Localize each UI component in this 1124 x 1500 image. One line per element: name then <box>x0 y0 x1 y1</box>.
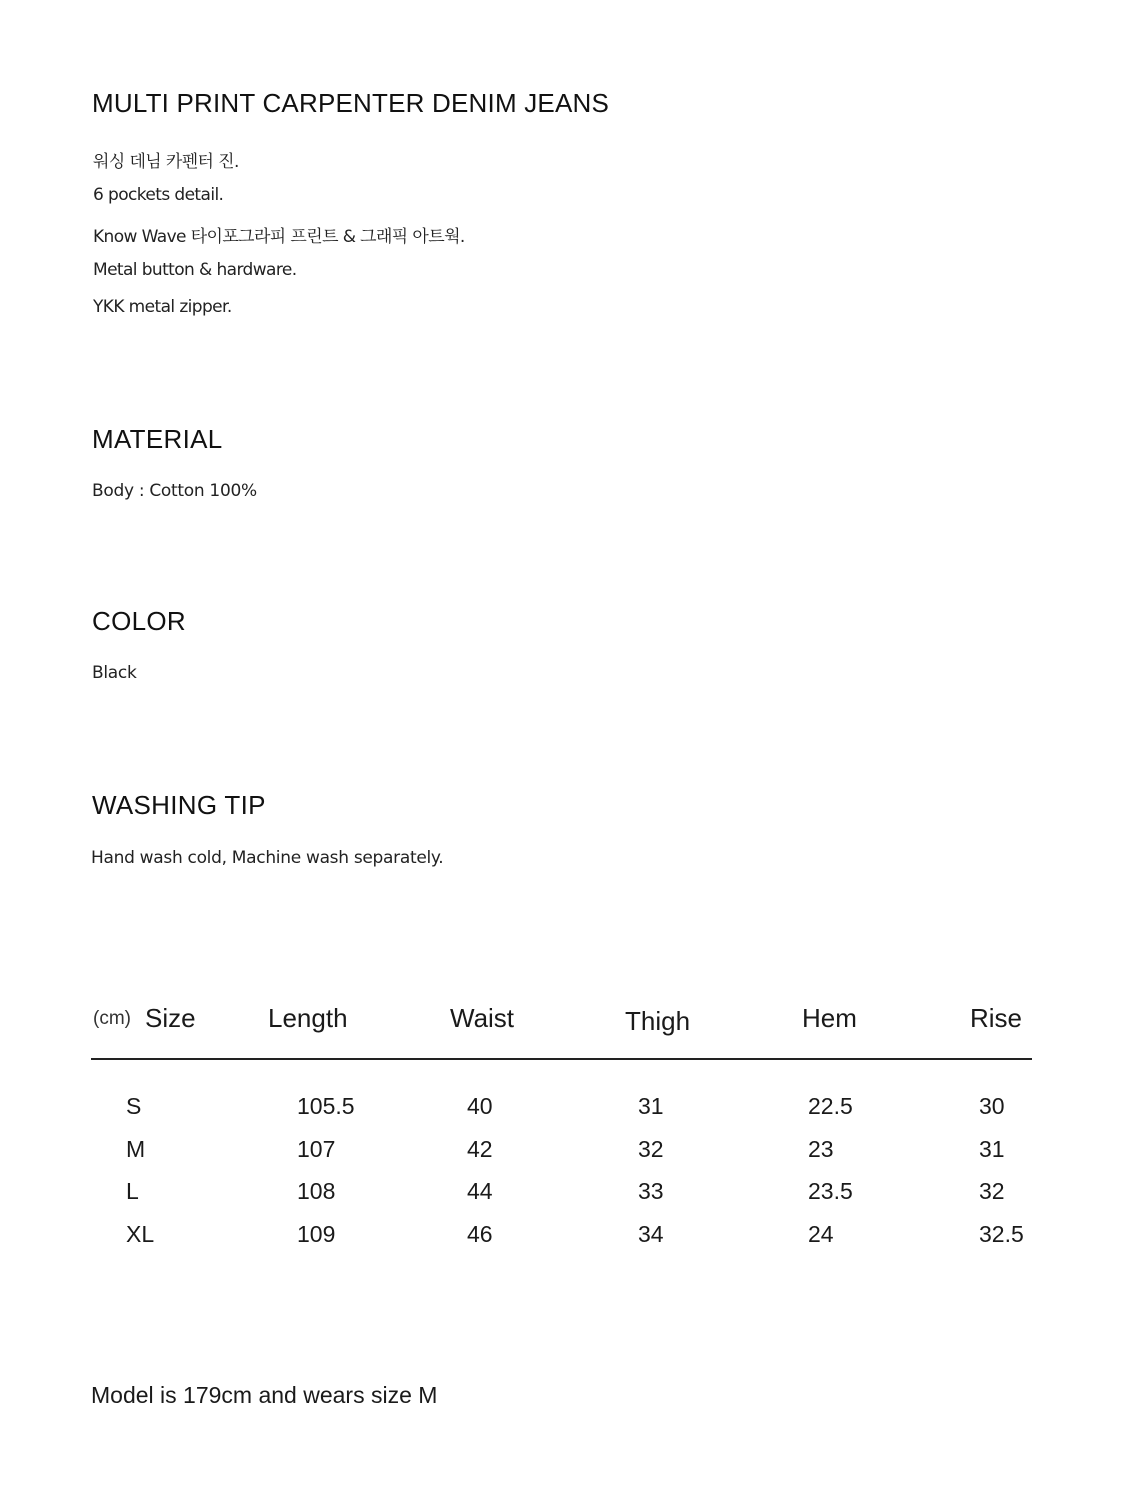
material-heading: MATERIAL <box>92 424 223 454</box>
cell-length: 108 <box>297 1178 336 1204</box>
cell-rise: 30 <box>979 1093 1005 1119</box>
cell-hem: 23.5 <box>808 1178 853 1204</box>
cell-waist: 44 <box>467 1178 493 1204</box>
description-line: YKK metal zipper. <box>93 297 232 317</box>
cell-length: 105.5 <box>297 1093 355 1119</box>
cell-length: 109 <box>297 1221 336 1247</box>
description-line: Know Wave 타이포그라피 프린트 & 그래픽 아트웍. <box>93 227 465 247</box>
product-title: MULTI PRINT CARPENTER DENIM JEANS <box>92 88 610 118</box>
cell-thigh: 33 <box>638 1178 664 1204</box>
description-line: 워싱 데님 카펜터 진. <box>93 152 239 172</box>
cell-size: L <box>126 1178 139 1204</box>
unit-label: (cm) <box>93 1008 131 1029</box>
cell-thigh: 34 <box>638 1221 664 1247</box>
cell-thigh: 31 <box>638 1093 664 1119</box>
material-text: Body : Cotton 100% <box>92 481 257 501</box>
cell-rise: 31 <box>979 1136 1005 1162</box>
header-length: Length <box>268 1003 348 1033</box>
header-rise: Rise <box>970 1003 1023 1033</box>
description-line: Metal button & hardware. <box>93 260 297 280</box>
cell-thigh: 32 <box>638 1136 664 1162</box>
washing-text: Hand wash cold, Machine wash separately. <box>91 848 444 868</box>
washing-heading: WASHING TIP <box>92 790 266 820</box>
cell-waist: 46 <box>467 1221 493 1247</box>
cell-hem: 22.5 <box>808 1093 853 1119</box>
color-text: Black <box>92 663 137 683</box>
header-size: Size <box>145 1003 196 1033</box>
color-heading: COLOR <box>92 606 186 636</box>
cell-rise: 32 <box>979 1178 1005 1204</box>
header-thigh: Thigh <box>625 1006 691 1036</box>
cell-hem: 23 <box>808 1136 834 1162</box>
table-divider <box>91 1058 1032 1060</box>
header-hem: Hem <box>802 1003 857 1033</box>
cell-size: S <box>126 1093 142 1119</box>
cell-size: M <box>126 1136 146 1162</box>
description-line: 6 pockets detail. <box>93 185 224 205</box>
cell-waist: 40 <box>467 1093 493 1119</box>
model-note: Model is 179cm and wears size M <box>91 1382 438 1408</box>
cell-waist: 42 <box>467 1136 493 1162</box>
cell-size: XL <box>126 1221 155 1247</box>
header-waist: Waist <box>450 1003 515 1033</box>
cell-rise: 32.5 <box>979 1221 1024 1247</box>
cell-length: 107 <box>297 1136 336 1162</box>
cell-hem: 24 <box>808 1221 834 1247</box>
